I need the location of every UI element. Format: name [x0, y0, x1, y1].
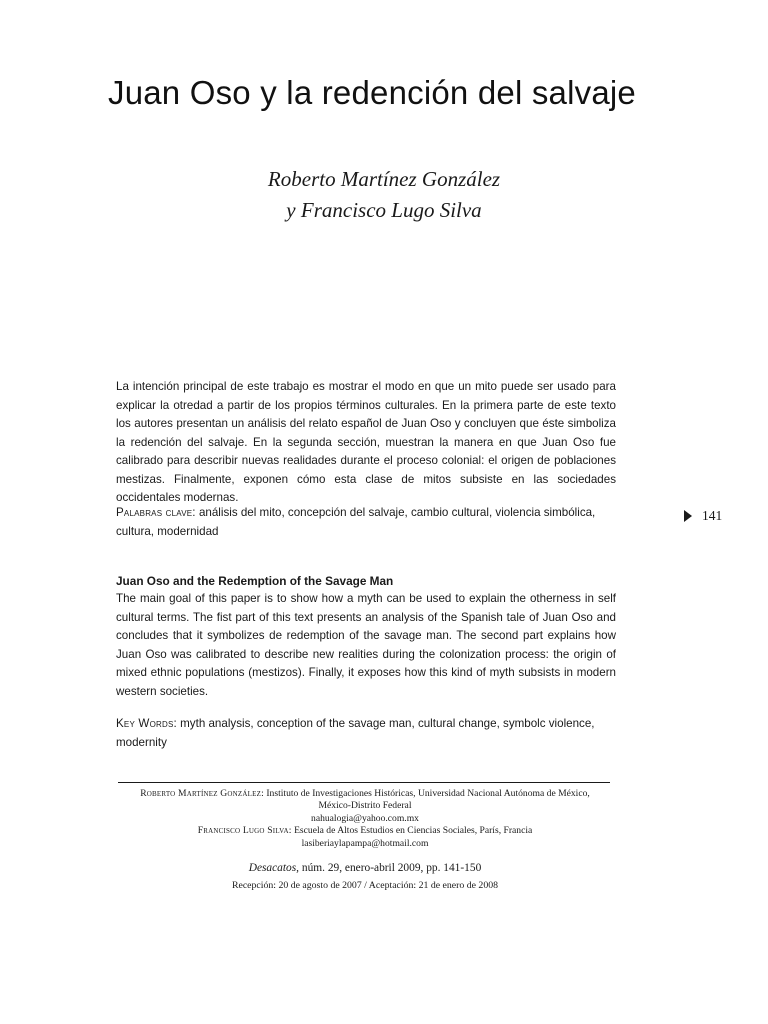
citation-details: núm. 29, enero-abril 2009, pp. 141-150: [301, 862, 482, 874]
author-affiliations: [110, 788, 620, 850]
english-title: Juan Oso and the Redemption of the Savage Man: [116, 574, 394, 588]
affiliation-1-institution: Instituto de Investigaciones Históricas, Universidad Nacional Autónoma de México,: [266, 788, 590, 799]
article-title: Juan Oso y la redención del salvaje: [108, 74, 636, 111]
footnote-divider: [118, 782, 610, 783]
keywords-spanish-label: Palabras clave:: [116, 506, 196, 519]
journal-name: Desacatos,: [248, 862, 300, 874]
affiliation-1-email: nahualogia@yahoo.com.mx: [311, 812, 419, 824]
affiliation-2: [110, 825, 620, 837]
triangle-right-icon: [684, 510, 692, 522]
page-number: 141: [702, 508, 723, 523]
page-number-marker: [684, 508, 722, 524]
author-list: [0, 164, 768, 226]
affiliation-1-name: Roberto Martínez González:: [140, 788, 264, 799]
reception-dates: Recepción: 20 de agosto de 2007 / Aceptación: 21 de enero de 2008: [231, 880, 499, 891]
keywords-english-label: Key Words:: [116, 717, 177, 730]
abstract-spanish: La intención principal de este trabajo es mostrar el modo en que un mito puede ser usado para explicar la otredad a partir de los propios términos culturales. En la primera parte de este texto los autores presentan un análisis del relato español de Juan Oso y concluyen que éste simboliza la redención del salvaje. En la segunda sección, muestran la manera en que Juan Oso fue calibrado para describir nuevas realidades durante el proceso colonial: el origen de poblaciones mestizas. Finalmente, exponen cómo esta clase de mitos subsiste en las sociedades occidentales modernas.: [116, 380, 616, 504]
affiliation-1-location: México-Distrito Federal: [318, 800, 412, 812]
keywords-english-text: myth analysis, conception of the savage man, cultural change, symbolc violence, modernity: [116, 717, 595, 749]
keywords-english: [116, 715, 616, 752]
affiliation-2-name: Francisco Lugo Silva:: [197, 825, 292, 837]
affiliation-2-institution: Escuela de Altos Estudios en Ciencias Sociales, París, Francia: [294, 825, 533, 837]
journal-citation: [0, 862, 730, 874]
affiliation-1: [110, 788, 620, 800]
author-1: Roberto Martínez González: [267, 167, 501, 191]
keywords-spanish: [116, 504, 616, 541]
abstract-english: The main goal of this paper is to show how a myth can be used to explain the otherness in self cultural terms. The fist part of this text presents an analysis of the Spanish tale of Juan Oso and concludes that it symbolizes de redemption of the savage man. The second part explains how Juan Oso was calibrated to describe new realities during the colonization process: the origin of mixed ethnic populations (mestizos). Finally, it exposes how this kind of myth subsists in modern western societies.: [116, 592, 616, 698]
keywords-spanish-text: análisis del mito, concepción del salvaje, cambio cultural, violencia simbólica, cultura, modernidad: [116, 506, 596, 538]
affiliation-2-email: lasiberiaylapampa@hotmail.com: [301, 837, 429, 849]
author-2: y Francisco Lugo Silva: [286, 198, 482, 222]
